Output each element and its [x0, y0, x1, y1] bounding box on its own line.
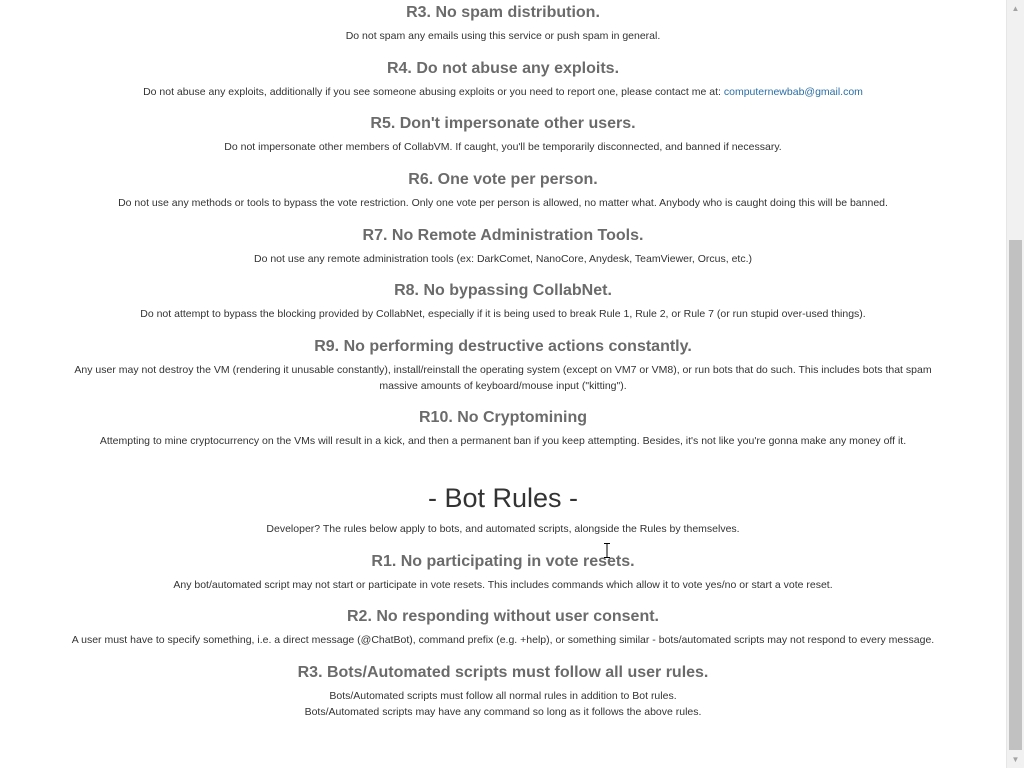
rule-r3: [0, 3, 1006, 44]
rule-title: R1. No participating in vote resets.: [371, 553, 635, 570]
rule-description-line-2: massive amounts of keyboard/mouse input ("kitting").: [379, 380, 627, 392]
rule-r10: [0, 408, 1006, 449]
rule-description-text: Do not abuse any exploits, additionally if you see someone abusing exploits or you need to report one, please contact me at:: [143, 86, 724, 98]
rule-r9: [0, 337, 1006, 394]
rule-title: R6. One vote per person.: [408, 171, 598, 188]
rule-title: R3. Bots/Automated scripts must follow all user rules.: [297, 664, 709, 681]
text-cursor-icon: [604, 543, 610, 558]
rule-description: Do not attempt to bypass the blocking provided by CollabNet, especially if it is being used to break Rule 1, Rule 2, or Rule 7 (or run stupid over-used things).: [140, 308, 866, 320]
rule-description: Do not use any methods or tools to bypass the vote restriction. Only one vote per person is allowed, no matter what. Anybody who is caught doing this will be banned.: [118, 197, 888, 209]
rule-r7: [0, 226, 1006, 267]
rule-title: R2. No responding without user consent.: [346, 608, 659, 625]
rule-r4: [0, 59, 1006, 100]
rule-description: Do not use any remote administration tools (ex: DarkComet, NanoCore, Anydesk, TeamViewer, Orcus, etc.): [254, 253, 752, 265]
bot-rules-intro: Developer? The rules below apply to bots, and automated scripts, alongside the Rules by themselves.: [266, 523, 740, 535]
bot-rules-section-header: [0, 482, 1006, 537]
bot-rules-heading: - Bot Rules -: [427, 483, 579, 513]
rule-title: R9. No performing destructive actions constantly.: [314, 338, 692, 355]
rule-title: R4. Do not abuse any exploits.: [386, 60, 620, 77]
bot-rule-r2: [0, 607, 1006, 648]
rule-title: R3. No spam distribution.: [406, 4, 600, 21]
rule-r5: [0, 114, 1006, 155]
rule-title: R5. Don't impersonate other users.: [370, 115, 636, 132]
rule-description: Do not impersonate other members of CollabVM. If caught, you'll be temporarily disconnected, and banned if necessary.: [224, 141, 782, 153]
rule-description: A user must have to specify something, i.e. a direct message (@ChatBot), command prefix (e.g. +help), or something similar - bots/automated scripts may not respond to every message.: [71, 634, 935, 646]
rule-description-line-1: Bots/Automated scripts must follow all normal rules in addition to Bot rules.: [329, 690, 677, 702]
rule-title: R10. No Cryptomining: [418, 409, 587, 426]
rule-r8: [0, 281, 1006, 322]
rule-r6: [0, 170, 1006, 211]
rule-description: Any bot/automated script may not start or participate in vote resets. This includes commands which allow it to vote yes/no or start a vote reset.: [173, 579, 833, 591]
rule-description: Attempting to mine cryptocurrency on the VMs will result in a kick, and then a permanent ban if you keep attempting. Besides, it's not like you're gonna make any money off it.: [99, 435, 907, 447]
bot-rule-r1: [0, 552, 1006, 593]
scroll-down-icon[interactable]: ▼: [1011, 755, 1020, 764]
vertical-scrollbar[interactable]: [1006, 0, 1024, 768]
bot-rule-r3: [0, 663, 1006, 720]
rule-title: R7. No Remote Administration Tools.: [362, 227, 644, 244]
contact-email-link[interactable]: computernewbab@gmail.com: [723, 86, 863, 98]
scrollbar-thumb[interactable]: [1009, 240, 1022, 750]
scroll-up-icon[interactable]: ▲: [1011, 4, 1020, 13]
rule-title: R8. No bypassing CollabNet.: [394, 282, 612, 299]
rule-description-line-1: Any user may not destroy the VM (rendering it unusable constantly), install/reinstall the operating system (except on VM7 or VM8), or run bots that do such. This includes bots that spam: [74, 364, 932, 376]
rule-description: [0, 84, 1006, 100]
rule-description-line-2: Bots/Automated scripts may have any command so long as it follows the above rules.: [304, 706, 702, 718]
rule-description: Do not spam any emails using this service or push spam in general.: [345, 30, 661, 42]
